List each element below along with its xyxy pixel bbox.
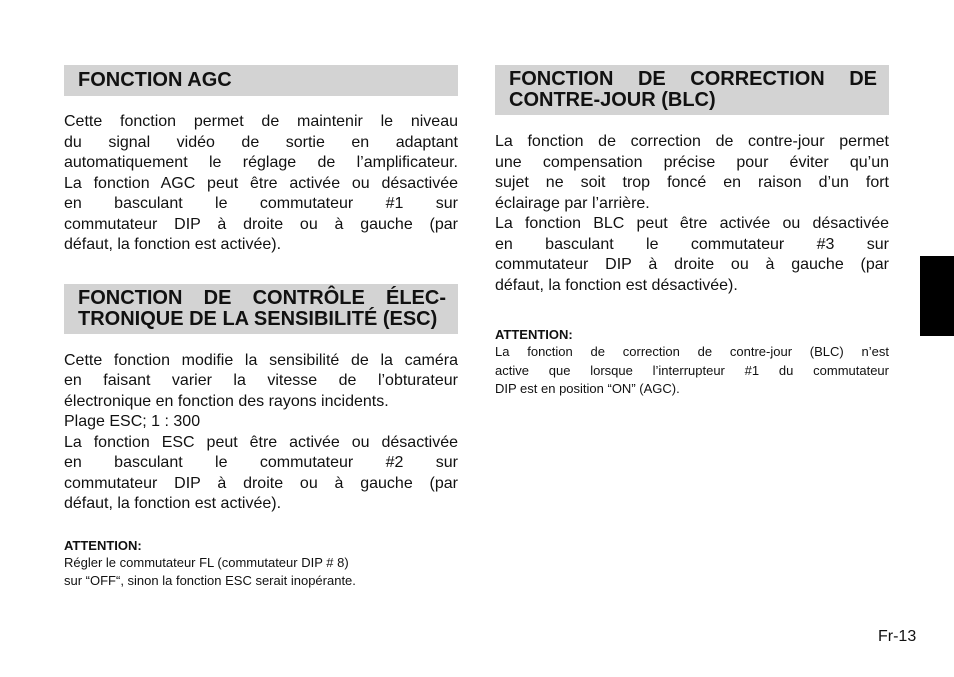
agc-line: automatiquement le réglage de l’amplificateur. bbox=[64, 154, 458, 171]
blc-heading bbox=[495, 65, 889, 115]
esc-line: en faisant varier la vitesse de l’obturateur bbox=[64, 372, 458, 389]
esc-line: en basculant le commutateur #2 sur bbox=[64, 454, 458, 471]
esc-range: Plage ESC; 1 : 300 bbox=[64, 413, 201, 430]
blc-line: en basculant le commutateur #3 sur bbox=[495, 235, 889, 253]
agc-line: en basculant le commutateur #1 sur bbox=[64, 195, 458, 212]
agc-line: La fonction AGC peut être activée ou désactivée bbox=[64, 174, 458, 192]
blc-attention-text bbox=[495, 343, 889, 399]
esc-attention-line: sur “OFF“, sinon la fonction ESC serait inopérante. bbox=[64, 573, 356, 588]
agc-line: Cette fonction permet de maintenir le niveau bbox=[64, 113, 458, 130]
esc-line: commutateur DIP à droite ou à gauche (par bbox=[64, 474, 458, 492]
blc-line: une compensation précise pour éviter qu’un bbox=[495, 153, 889, 171]
blc-line: sujet ne soit trop foncé en raison d’un fort bbox=[495, 174, 889, 191]
blc-heading-line: FONCTION DE CORRECTION DE bbox=[509, 68, 877, 90]
esc-attention-title: ATTENTION: bbox=[64, 537, 142, 553]
blc-attention-title: ATTENTION: bbox=[495, 327, 573, 342]
esc-line: Cette fonction modifie la sensibilité de la caméra bbox=[64, 351, 458, 369]
esc-body bbox=[64, 351, 458, 515]
agc-line: du signal vidéo de sortie en adaptant bbox=[64, 133, 458, 151]
esc-line: électronique en fonction des rayons incidents. bbox=[64, 392, 389, 410]
blc-heading-line: CONTRE-JOUR (BLC) bbox=[509, 89, 716, 111]
esc-line: défaut, la fonction est activée). bbox=[64, 495, 282, 512]
agc-heading bbox=[64, 65, 458, 96]
blc-line: La fonction BLC peut être activée ou désactivée bbox=[495, 215, 889, 232]
agc-heading-text: FONCTION AGC bbox=[78, 69, 232, 91]
agc-line: commutateur DIP à droite ou à gauche (par bbox=[64, 215, 458, 233]
esc-attention-text bbox=[64, 554, 458, 591]
blc-attention-line: La fonction de correction de contre-jour (BLC) n’est bbox=[495, 344, 889, 359]
agc-body bbox=[64, 112, 458, 256]
blc-body bbox=[495, 132, 889, 296]
page-number: Fr-13 bbox=[878, 628, 917, 645]
esc-heading-line: FONCTION DE CONTRÔLE ÉLEC- bbox=[78, 286, 446, 309]
right-column bbox=[495, 65, 889, 399]
blc-line: défaut, la fonction est désactivée). bbox=[495, 276, 738, 294]
blc-line: commutateur DIP à droite ou à gauche (par bbox=[495, 256, 889, 273]
esc-heading-line: TRONIQUE DE LA SENSIBILITÉ (ESC) bbox=[78, 307, 438, 330]
esc-attention-line: Régler le commutateur FL (commutateur DIP # 8) bbox=[64, 554, 349, 570]
agc-line: défaut, la fonction est activée). bbox=[64, 236, 282, 253]
blc-line: éclairage par l’arrière. bbox=[495, 194, 650, 212]
esc-heading bbox=[64, 284, 458, 334]
left-column bbox=[64, 65, 458, 591]
blc-attention-line: active que lorsque l’interrupteur #1 du commutateur bbox=[495, 362, 889, 378]
section-thumb-tab bbox=[920, 256, 954, 336]
blc-line: La fonction de correction de contre-jour permet bbox=[495, 133, 889, 150]
blc-attention-line: DIP est en position “ON” (AGC). bbox=[495, 381, 680, 396]
esc-line: La fonction ESC peut être activée ou désactivée bbox=[64, 433, 458, 451]
